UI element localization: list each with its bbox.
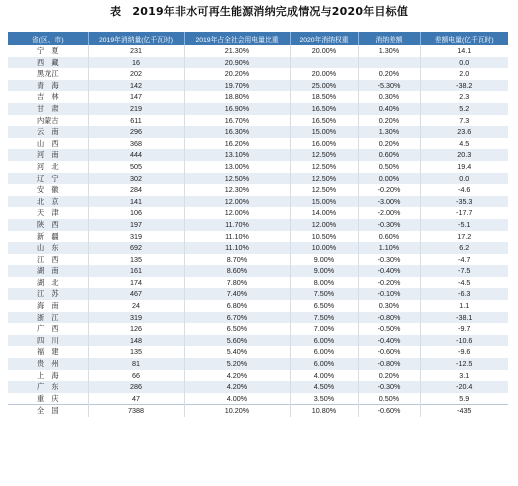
table-cell: -4.7	[420, 254, 508, 266]
table-row	[8, 323, 508, 335]
table-cell: 135	[88, 346, 184, 358]
table-cell: 19.70%	[184, 80, 290, 92]
table-cell: 16.50%	[290, 103, 358, 115]
column-header: 2019年消纳量(亿千瓦时)	[88, 32, 184, 45]
table-cell: 296	[88, 126, 184, 138]
table-cell: -0.20%	[358, 277, 420, 289]
table-cell: 16.70%	[184, 115, 290, 127]
table-cell: 24	[88, 300, 184, 312]
province-cell: 新 疆	[8, 231, 88, 243]
table-cell: 6.80%	[184, 300, 290, 312]
table-cell: -0.30%	[358, 254, 420, 266]
table-cell: 12.50%	[290, 173, 358, 185]
table-cell: 18.80%	[184, 91, 290, 103]
table-row	[8, 173, 508, 185]
table-row	[8, 149, 508, 161]
table-row	[8, 254, 508, 266]
table-cell: 467	[88, 288, 184, 300]
province-cell: 山 东	[8, 242, 88, 254]
table-row	[8, 312, 508, 324]
table-cell: 611	[88, 115, 184, 127]
table-cell: 10.50%	[290, 231, 358, 243]
province-cell: 青 海	[8, 80, 88, 92]
table-cell: -35.3	[420, 196, 508, 208]
table-row	[8, 207, 508, 219]
province-cell: 江 西	[8, 254, 88, 266]
table-cell: 0.50%	[358, 393, 420, 405]
table-cell: 19.4	[420, 161, 508, 173]
table-row	[8, 126, 508, 138]
table-cell: 6.00%	[290, 358, 358, 370]
table-cell: -0.40%	[358, 265, 420, 277]
province-cell: 四 川	[8, 335, 88, 347]
table-cell: 319	[88, 312, 184, 324]
table-cell: 0.20%	[358, 370, 420, 382]
province-cell: 辽 宁	[8, 173, 88, 185]
table-cell: 174	[88, 277, 184, 289]
table-cell: -17.7	[420, 207, 508, 219]
table-cell: 13.00%	[184, 161, 290, 173]
table-cell: 0.40%	[358, 103, 420, 115]
table-title: 表 2019年非水可再生能源消纳完成情况与2020年目标值	[109, 5, 409, 18]
table-row	[8, 370, 508, 382]
table-cell: 47	[88, 393, 184, 405]
province-cell: 陕 西	[8, 219, 88, 231]
table-cell: 2.3	[420, 91, 508, 103]
table-cell: 3.50%	[290, 393, 358, 405]
column-header: 消纳差额	[358, 32, 420, 45]
table-row	[8, 393, 508, 405]
table-cell: 202	[88, 68, 184, 80]
province-cell: 西 藏	[8, 57, 88, 69]
table-cell: 20.00%	[290, 68, 358, 80]
table-cell: 14.00%	[290, 207, 358, 219]
table-cell: -12.5	[420, 358, 508, 370]
table-cell: -0.50%	[358, 323, 420, 335]
table-row	[8, 196, 508, 208]
table-cell: 13.10%	[184, 149, 290, 161]
province-cell: 黑龙江	[8, 68, 88, 80]
table-cell: 0.0	[420, 57, 508, 69]
table-cell: -4.6	[420, 184, 508, 196]
table-cell: 12.50%	[184, 173, 290, 185]
table-cell: 5.60%	[184, 335, 290, 347]
province-cell: 安 徽	[8, 184, 88, 196]
table-cell: 0.0	[420, 173, 508, 185]
province-cell: 重 庆	[8, 393, 88, 405]
table-cell: 10.20%	[184, 405, 290, 417]
table-cell: 20.3	[420, 149, 508, 161]
table-cell: 0.30%	[358, 91, 420, 103]
table-cell	[290, 57, 358, 69]
table-cell: -3.00%	[358, 196, 420, 208]
table-cell: 106	[88, 207, 184, 219]
table-cell: 7.50%	[290, 288, 358, 300]
table-row	[8, 242, 508, 254]
province-cell: 湖 南	[8, 265, 88, 277]
table-cell: 7.40%	[184, 288, 290, 300]
table-cell: 6.50%	[184, 323, 290, 335]
total-row	[8, 405, 508, 417]
province-cell: 内蒙古	[8, 115, 88, 127]
table-cell: 0.50%	[358, 161, 420, 173]
table-cell: 9.00%	[290, 265, 358, 277]
table-cell: 126	[88, 323, 184, 335]
table-cell: 0.20%	[358, 68, 420, 80]
table-cell: 16.90%	[184, 103, 290, 115]
table-cell: 302	[88, 173, 184, 185]
table-row	[8, 265, 508, 277]
province-cell: 山 西	[8, 138, 88, 150]
province-cell: 上 海	[8, 370, 88, 382]
table-row	[8, 138, 508, 150]
table-cell: 10.80%	[290, 405, 358, 417]
table-cell: 0.20%	[358, 138, 420, 150]
table-cell: 4.50%	[290, 381, 358, 393]
table-cell: 12.50%	[290, 184, 358, 196]
table-cell: 11.70%	[184, 219, 290, 231]
table-cell: 8.70%	[184, 254, 290, 266]
table-cell: 505	[88, 161, 184, 173]
table-cell: -9.7	[420, 323, 508, 335]
province-cell: 福 建	[8, 346, 88, 358]
province-cell: 广 西	[8, 323, 88, 335]
table-cell: -435	[420, 405, 508, 417]
table-cell: 0.20%	[358, 115, 420, 127]
table-cell: 15.00%	[290, 196, 358, 208]
table-row	[8, 277, 508, 289]
table-cell: 20.90%	[184, 57, 290, 69]
table-row	[8, 161, 508, 173]
table-cell: 8.00%	[290, 277, 358, 289]
table-cell: -0.60%	[358, 346, 420, 358]
table-cell: 16	[88, 57, 184, 69]
table-body	[8, 45, 508, 417]
table-cell: -5.30%	[358, 80, 420, 92]
province-cell: 河 南	[8, 149, 88, 161]
table-cell: -0.60%	[358, 405, 420, 417]
province-cell: 全 国	[8, 405, 88, 417]
province-cell: 河 北	[8, 161, 88, 173]
table-cell: 4.20%	[184, 370, 290, 382]
table-cell: 3.1	[420, 370, 508, 382]
table-cell: 12.50%	[290, 149, 358, 161]
table-cell: 23.6	[420, 126, 508, 138]
table-cell: 81	[88, 358, 184, 370]
table-row	[8, 57, 508, 69]
table-cell: 6.00%	[290, 335, 358, 347]
table-cell: 0.60%	[358, 149, 420, 161]
table-cell: 11.10%	[184, 231, 290, 243]
table-cell: 21.30%	[184, 45, 290, 57]
table-cell: 7.00%	[290, 323, 358, 335]
table-cell: 1.30%	[358, 126, 420, 138]
table-cell: -0.80%	[358, 358, 420, 370]
table-cell	[358, 57, 420, 69]
table-cell: 6.2	[420, 242, 508, 254]
table-cell: 197	[88, 219, 184, 231]
table-row	[8, 45, 508, 57]
province-cell: 宁 夏	[8, 45, 88, 57]
table-cell: -9.6	[420, 346, 508, 358]
table-cell: 141	[88, 196, 184, 208]
table-cell: -38.1	[420, 312, 508, 324]
table-cell: 219	[88, 103, 184, 115]
table-row	[8, 288, 508, 300]
table-row	[8, 300, 508, 312]
table-cell: 1.30%	[358, 45, 420, 57]
table-row	[8, 103, 508, 115]
province-cell: 江 苏	[8, 288, 88, 300]
table-cell: 368	[88, 138, 184, 150]
table-cell: 20.20%	[184, 68, 290, 80]
column-header: 2019年占全社会用电量比重	[184, 32, 290, 45]
table-cell: 4.20%	[184, 381, 290, 393]
table-cell: 12.00%	[290, 219, 358, 231]
column-header: 2020年消纳权重	[290, 32, 358, 45]
table-cell: 0.30%	[358, 300, 420, 312]
table-cell: 4.5	[420, 138, 508, 150]
table-cell: 148	[88, 335, 184, 347]
table-cell: 161	[88, 265, 184, 277]
table-row	[8, 219, 508, 231]
table-cell: 15.00%	[290, 126, 358, 138]
table-cell: 2.0	[420, 68, 508, 80]
table-cell: -6.3	[420, 288, 508, 300]
table-cell: 7.50%	[290, 312, 358, 324]
table-cell: 147	[88, 91, 184, 103]
table-cell: -0.80%	[358, 312, 420, 324]
table-cell: 16.00%	[290, 138, 358, 150]
table-cell: 319	[88, 231, 184, 243]
table-cell: -0.20%	[358, 184, 420, 196]
table-cell: 12.00%	[184, 196, 290, 208]
table-cell: -2.00%	[358, 207, 420, 219]
table-cell: 0.60%	[358, 231, 420, 243]
table-cell: 231	[88, 45, 184, 57]
table-cell: -20.4	[420, 381, 508, 393]
table-cell: 444	[88, 149, 184, 161]
table-cell: 10.00%	[290, 242, 358, 254]
table-header-row	[8, 32, 508, 45]
table-cell: -0.10%	[358, 288, 420, 300]
table-cell: 12.50%	[290, 161, 358, 173]
table-cell: 16.20%	[184, 138, 290, 150]
column-header: 差额电量(亿千瓦时)	[420, 32, 508, 45]
province-cell: 贵 州	[8, 358, 88, 370]
table-cell: 6.00%	[290, 346, 358, 358]
table-cell: -5.1	[420, 219, 508, 231]
table-cell: 11.10%	[184, 242, 290, 254]
table-cell: -7.5	[420, 265, 508, 277]
province-cell: 吉 林	[8, 91, 88, 103]
province-cell: 浙 江	[8, 312, 88, 324]
province-cell: 北 京	[8, 196, 88, 208]
table-cell: -0.30%	[358, 219, 420, 231]
table-cell: 5.2	[420, 103, 508, 115]
table-row	[8, 184, 508, 196]
table-cell: 7.3	[420, 115, 508, 127]
table-cell: 1.1	[420, 300, 508, 312]
table-cell: -10.6	[420, 335, 508, 347]
table-cell: 25.00%	[290, 80, 358, 92]
table-cell: 17.2	[420, 231, 508, 243]
table-cell: 5.9	[420, 393, 508, 405]
province-cell: 甘 肃	[8, 103, 88, 115]
table-cell: 6.50%	[290, 300, 358, 312]
table-cell: 20.00%	[290, 45, 358, 57]
column-header: 省(区、市)	[8, 32, 88, 45]
table-cell: 16.50%	[290, 115, 358, 127]
data-table	[8, 32, 508, 417]
table-cell: 4.00%	[184, 393, 290, 405]
table-cell: 5.20%	[184, 358, 290, 370]
province-cell: 天 津	[8, 207, 88, 219]
table-row	[8, 80, 508, 92]
table-cell: 18.50%	[290, 91, 358, 103]
table-cell: -38.2	[420, 80, 508, 92]
table-cell: 692	[88, 242, 184, 254]
table-row	[8, 68, 508, 80]
table-row	[8, 346, 508, 358]
table-row	[8, 358, 508, 370]
table-cell: 9.00%	[290, 254, 358, 266]
table-cell: 1.10%	[358, 242, 420, 254]
table-cell: 16.30%	[184, 126, 290, 138]
table-cell: 286	[88, 381, 184, 393]
table-cell: -4.5	[420, 277, 508, 289]
table-cell: 284	[88, 184, 184, 196]
table-cell: -0.40%	[358, 335, 420, 347]
table-row	[8, 381, 508, 393]
table-cell: 6.70%	[184, 312, 290, 324]
table-cell: 4.00%	[290, 370, 358, 382]
province-cell: 广 东	[8, 381, 88, 393]
table-cell: 12.30%	[184, 184, 290, 196]
table-cell: 0.00%	[358, 173, 420, 185]
table-cell: 8.60%	[184, 265, 290, 277]
table-row	[8, 115, 508, 127]
table-cell: 66	[88, 370, 184, 382]
table-cell: 7388	[88, 405, 184, 417]
table-row	[8, 335, 508, 347]
table-row	[8, 231, 508, 243]
province-cell: 云 南	[8, 126, 88, 138]
table-cell: -0.30%	[358, 381, 420, 393]
table-cell: 142	[88, 80, 184, 92]
table-cell: 14.1	[420, 45, 508, 57]
table-row	[8, 91, 508, 103]
table-cell: 12.00%	[184, 207, 290, 219]
table-cell: 5.40%	[184, 346, 290, 358]
province-cell: 海 南	[8, 300, 88, 312]
province-cell: 湖 北	[8, 277, 88, 289]
table-cell: 135	[88, 254, 184, 266]
table-cell: 7.80%	[184, 277, 290, 289]
